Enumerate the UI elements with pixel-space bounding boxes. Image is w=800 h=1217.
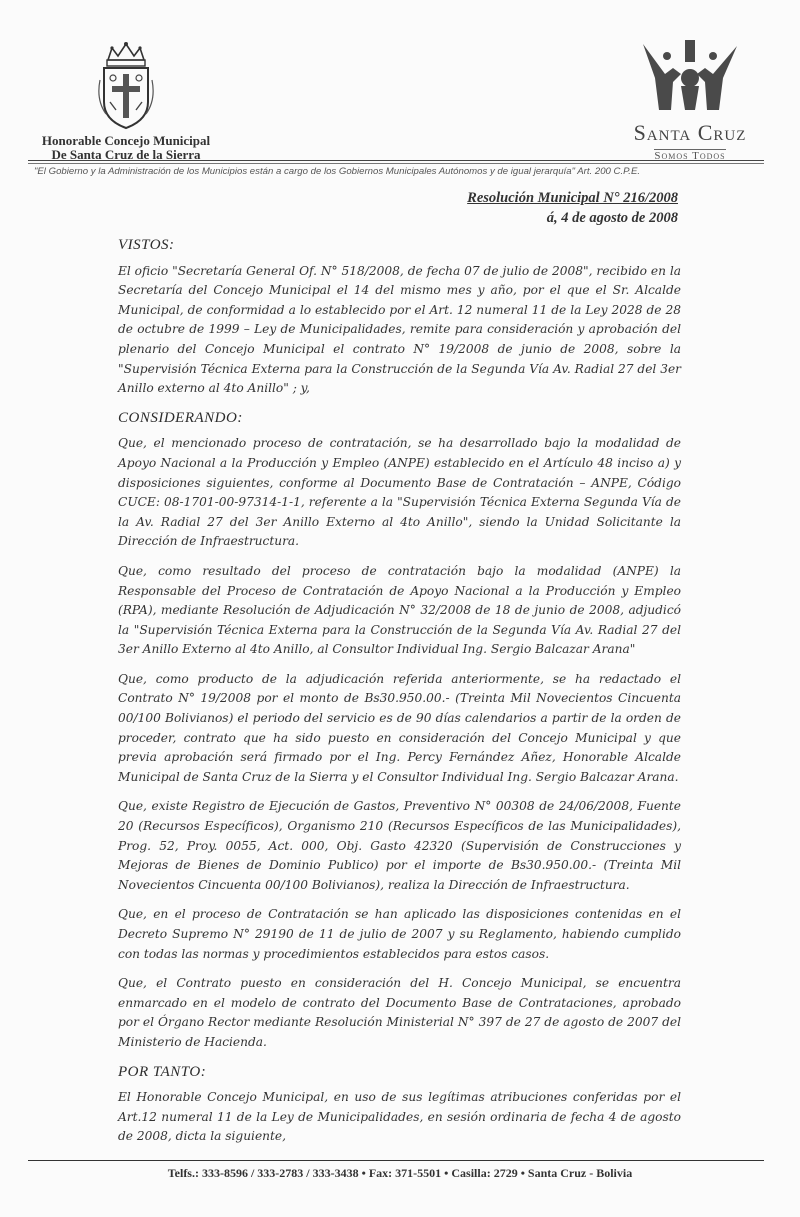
brand-slogan: Somos Todos — [654, 150, 726, 162]
santa-cruz-logo-icon — [625, 38, 755, 122]
document-body — [118, 236, 681, 1151]
constitution-motto: "El Gobierno y la Administración de los Municipios están a cargo de los Gobiernos Municipales Autónomos y de igual jerarquía" Art. 200 C.P.E. — [34, 166, 641, 177]
brand-name: Santa Cruz — [633, 120, 747, 145]
header-divider — [28, 160, 764, 161]
vistos-paragraph: El oficio "Secretaría General Of. N° 518/2008, de fecha 07 de julio de 2008", recibido en la Secretaría del Concejo Municipal el 14 del mismo mes y año, por el que el Sr. Alcalde Municipal, de conformidad a lo establecido por el Art. 12 numeral 11 de la Ley 2028 de 28 de octubre de 1999 – Ley de Municipalidades, remite para consideración y aprobación del plenario del Concejo Municipal el contrato N° 19/2008 de junio de 2008, sobre la "Supervisión Técnica Externa para la Construcción de la Segunda Vía Av. Radial 27 del 3er Anillo externo al 4to Anillo" ; y, — [118, 263, 681, 396]
considerando-paragraph: Que, el mencionado proceso de contratación, se ha desarrollado bajo la modalidad de Apoyo Nacional a la Producción y Empleo (ANPE) establecido en el Artículo 48 inciso a) y disposiciones siguientes, conforme al Documento Base de Contratación – ANPE, Código CUCE: 08-1701-00-97314-1-1, referente a la "Supervisión Técnica Externa Segunda Vía de la Av. Radial 27 del 3er Anillo Externo al 4to Anillo", siendo la Unidad Solicitante la Dirección de Infraestructura. — [118, 436, 681, 549]
considerando-paragraph: Que, como producto de la adjudicación referida anteriormente, se ha redactado el Contrato N° 19/2008 por el monto de Bs30.950.00.- (Treinta Mil Novecientos Cincuenta 00/100 Bolivianos) el periodo del servicio es de 90 días calendarios a partir de la orden de proceder, contrato que ha sido puesto en consideración del Concejo Municipal y que previa aprobación será firmado por el Ing. Percy Fernández Añez, Honorable Alcalde Municipal de Santa Cruz de la Sierra y el Consultor Individual Ing. Sergio Balcazar Arana. — [118, 671, 681, 784]
vistos-heading: VISTOS: — [118, 237, 175, 253]
brand-header — [620, 38, 760, 163]
considerando-paragraph: Que, como resultado del proceso de contratación bajo la modalidad (ANPE) la Responsable del Proceso de Contratación de Apoyo Nacional a la Producción y Empleo (RPA), mediante Resolución de Adjudicación N° 32/2008 de 18 de junio de 2008, adjudicó la "Supervisión Técnica Externa para la Construcción de la Segunda Vía Av. Radial 27 del 3er Anillo Externo al 4to Anillo, al Consultor Individual Ing. Sergio Balcazar Arana" — [118, 563, 681, 657]
resolution-date: á, 4 de agosto de 2008 — [546, 210, 678, 226]
portanto-paragraph: El Honorable Concejo Municipal, en uso de sus legítimas atribuciones conferidas por el Art.12 numeral 11 de la Ley de Municipalidades, en sesión ordinaria de fecha 4 de agosto de 2008, dicta la siguiente, — [118, 1090, 681, 1144]
considerando-paragraph: Que, existe Registro de Ejecución de Gastos, Preventivo N° 00308 de 24/06/2008, Fuente 20 (Recursos Específicos), Organismo 210 (Recursos Específicos de las Municipalidades), Prog. 52, Proy. 0055, Act. 000, Obj. Gasto 42320 (Supervisión de Construcciones y Mejoras de Bienes de Dominio Publico) por el importe de Bs30.950.00.- (Treinta Mil Novecientos Cincuenta 00/100 Bolivianos), realiza la Dirección de Infraestructura. — [118, 799, 681, 892]
resolution-title: Resolución Municipal N° 216/2008 — [467, 190, 678, 206]
considerando-paragraph: Que, el Contrato puesto en consideración del H. Concejo Municipal, se encuentra enmarcado en el modelo de contrato del Documento Base de Contrataciones, aprobado por el Órgano Rector mediante Resolución Ministerial N° 397 de 27 de agosto de 2007 del Ministerio de Hacienda. — [118, 976, 681, 1049]
council-name-line2: De Santa Cruz de la Sierra — [51, 147, 201, 162]
header-divider-secondary — [28, 163, 764, 164]
council-header — [26, 40, 226, 162]
portanto-heading: POR TANTO: — [118, 1063, 207, 1080]
coat-of-arms-icon — [94, 40, 158, 132]
footer-divider — [28, 1160, 764, 1161]
considerando-paragraph: Que, en el proceso de Contratación se han aplicado las disposiciones contenidas en el Decreto Supremo N° 29190 de 11 de julio de 2007 y su Reglamento, habiendo cumplido con todas las normas y procedimientos establecidos para estos casos. — [118, 907, 681, 961]
council-name-line1: Honorable Concejo Municipal — [41, 133, 211, 148]
footer-contact: Telfs.: 333-8596 / 333-2783 / 333-3438 • Fax: 371-5501 • Casilla: 2729 • Santa Cruz - Bolivia — [167, 1166, 633, 1180]
considerando-heading: CONSIDERANDO: — [118, 409, 243, 426]
